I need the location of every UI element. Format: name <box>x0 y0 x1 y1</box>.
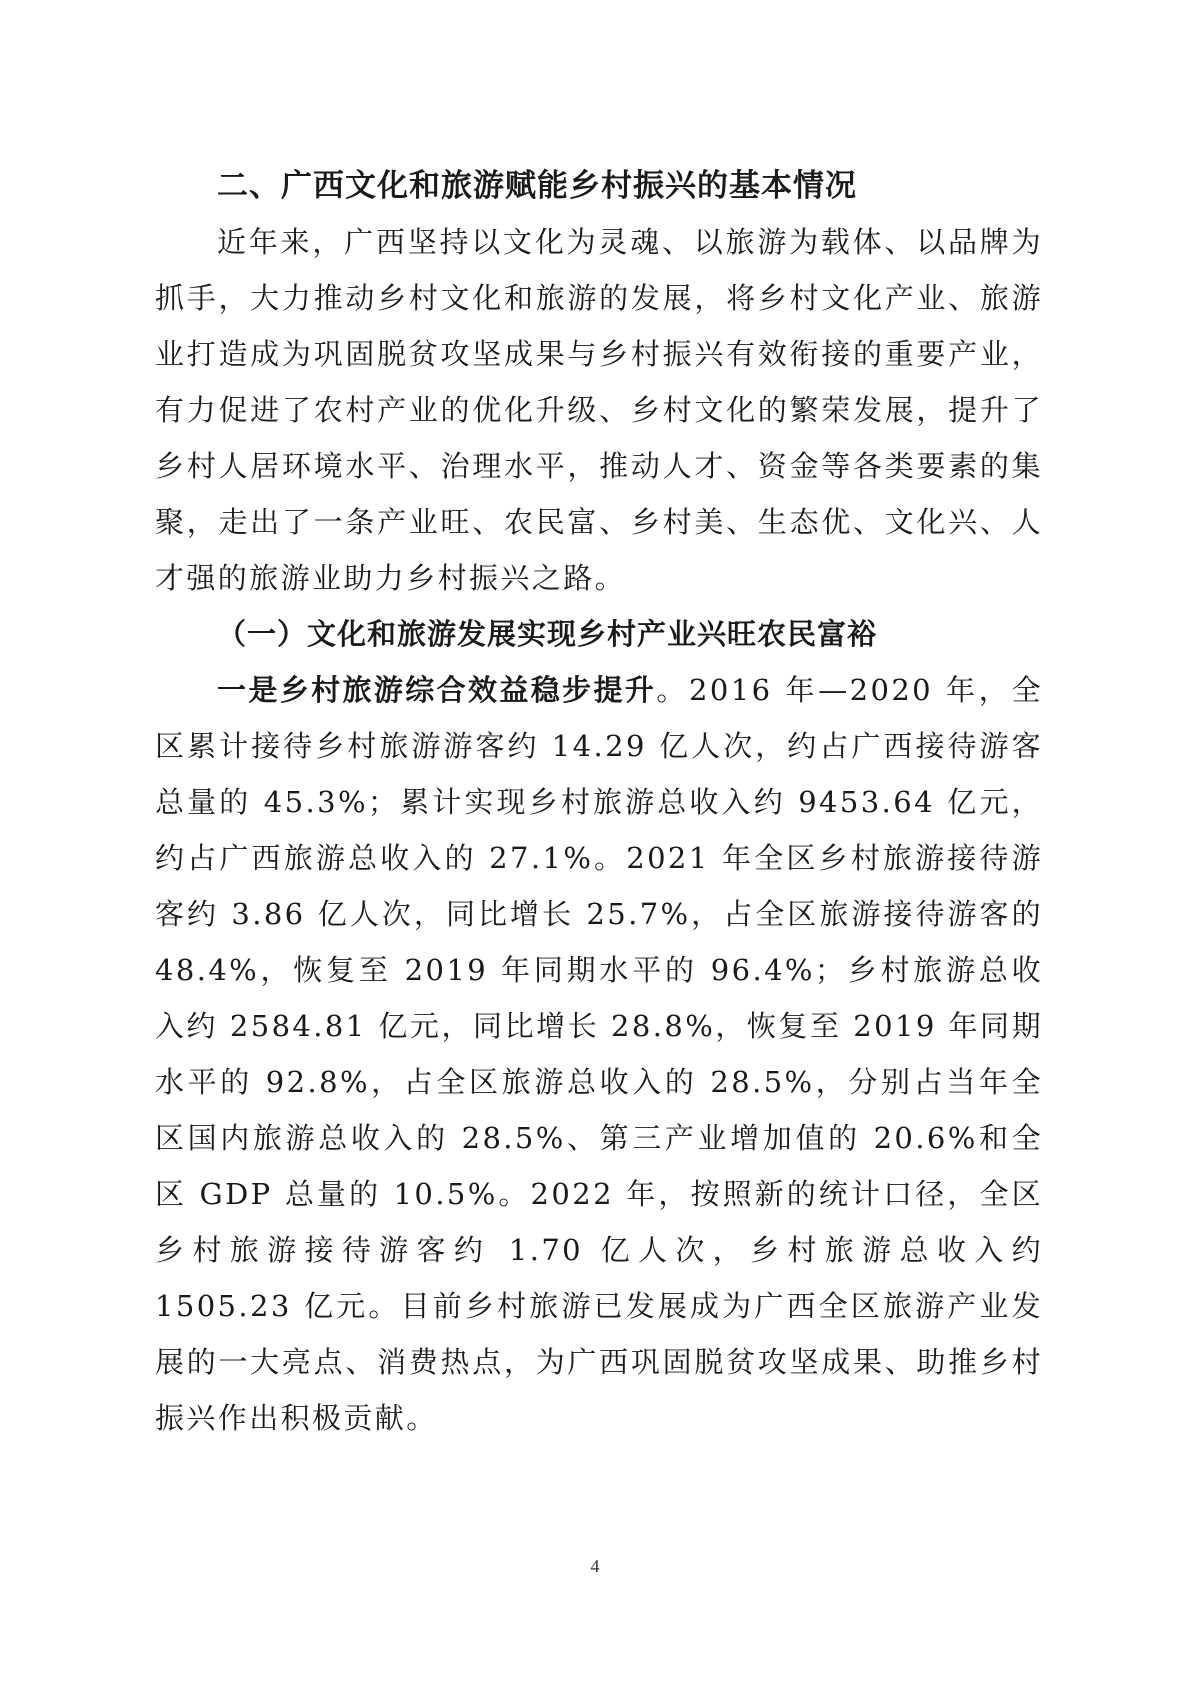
section-title: 二、广西文化和旅游赋能乡村振兴的基本情况 <box>217 168 857 204</box>
point-paragraph <box>155 662 1043 1446</box>
page-number: 4 <box>590 1556 600 1576</box>
intro-paragraph: 近年来，广西坚持以文化为灵魂、以旅游为载体、以品牌为抓手，大力推动乡村文化和旅游的发展，将乡村文化产业、旅游业打造成为巩固脱贫攻坚成果与乡村振兴有效衔接的重要产业，有力促进了农村产业的优化升级、乡村文化的繁荣发展，提升了乡村人居环境水平、治理水平，推动人才、资金等各类要素的集聚，走出了一条产业旺、农民富、乡村美、生态优、文化兴、人才强的旅游业助力乡村振兴之路。 <box>155 225 1043 595</box>
point-body: 。2016 年—2020 年，全区累计接待乡村旅游游客约 14.29 亿人次，约占广西接待游客总量的 45.3%；累计实现乡村旅游总收入约 9453.64 亿元，约占广西旅游总收入的 27.1%。2021 年全区乡村旅游接待游客约 3.86 亿人次，同比增长 25.7%，占全区旅游接待游客的 48.4%，恢复至 2019 年同期水平的 96.4%；乡村旅游总收入约 2584.81 亿元，同比增长 28.8%，恢复至 2019 年同期水平的 92.8%，占全区旅游总收入的 28.5%，分别占当年全区国内旅游总收入的 28.5%、第三产业增加值的 20.6%和全区 GDP 总量的 10.5%。2022 年，按照新的统计口径，全区乡村旅游接待游客约 1.70 亿人次，乡村旅游总收入约 1505.23 亿元。目前乡村旅游已发展成为广西全区旅游产业发展的一大亮点、消费热点，为广西巩固脱贫攻坚成果、助推乡村振兴作出积极贡献。 <box>155 673 1043 1435</box>
page-content <box>155 158 1043 1446</box>
subsection-title: （一）文化和旅游发展实现乡村产业兴旺农民富裕 <box>217 617 878 651</box>
point-lead: 一是乡村旅游综合效益稳步提升 <box>217 673 657 707</box>
